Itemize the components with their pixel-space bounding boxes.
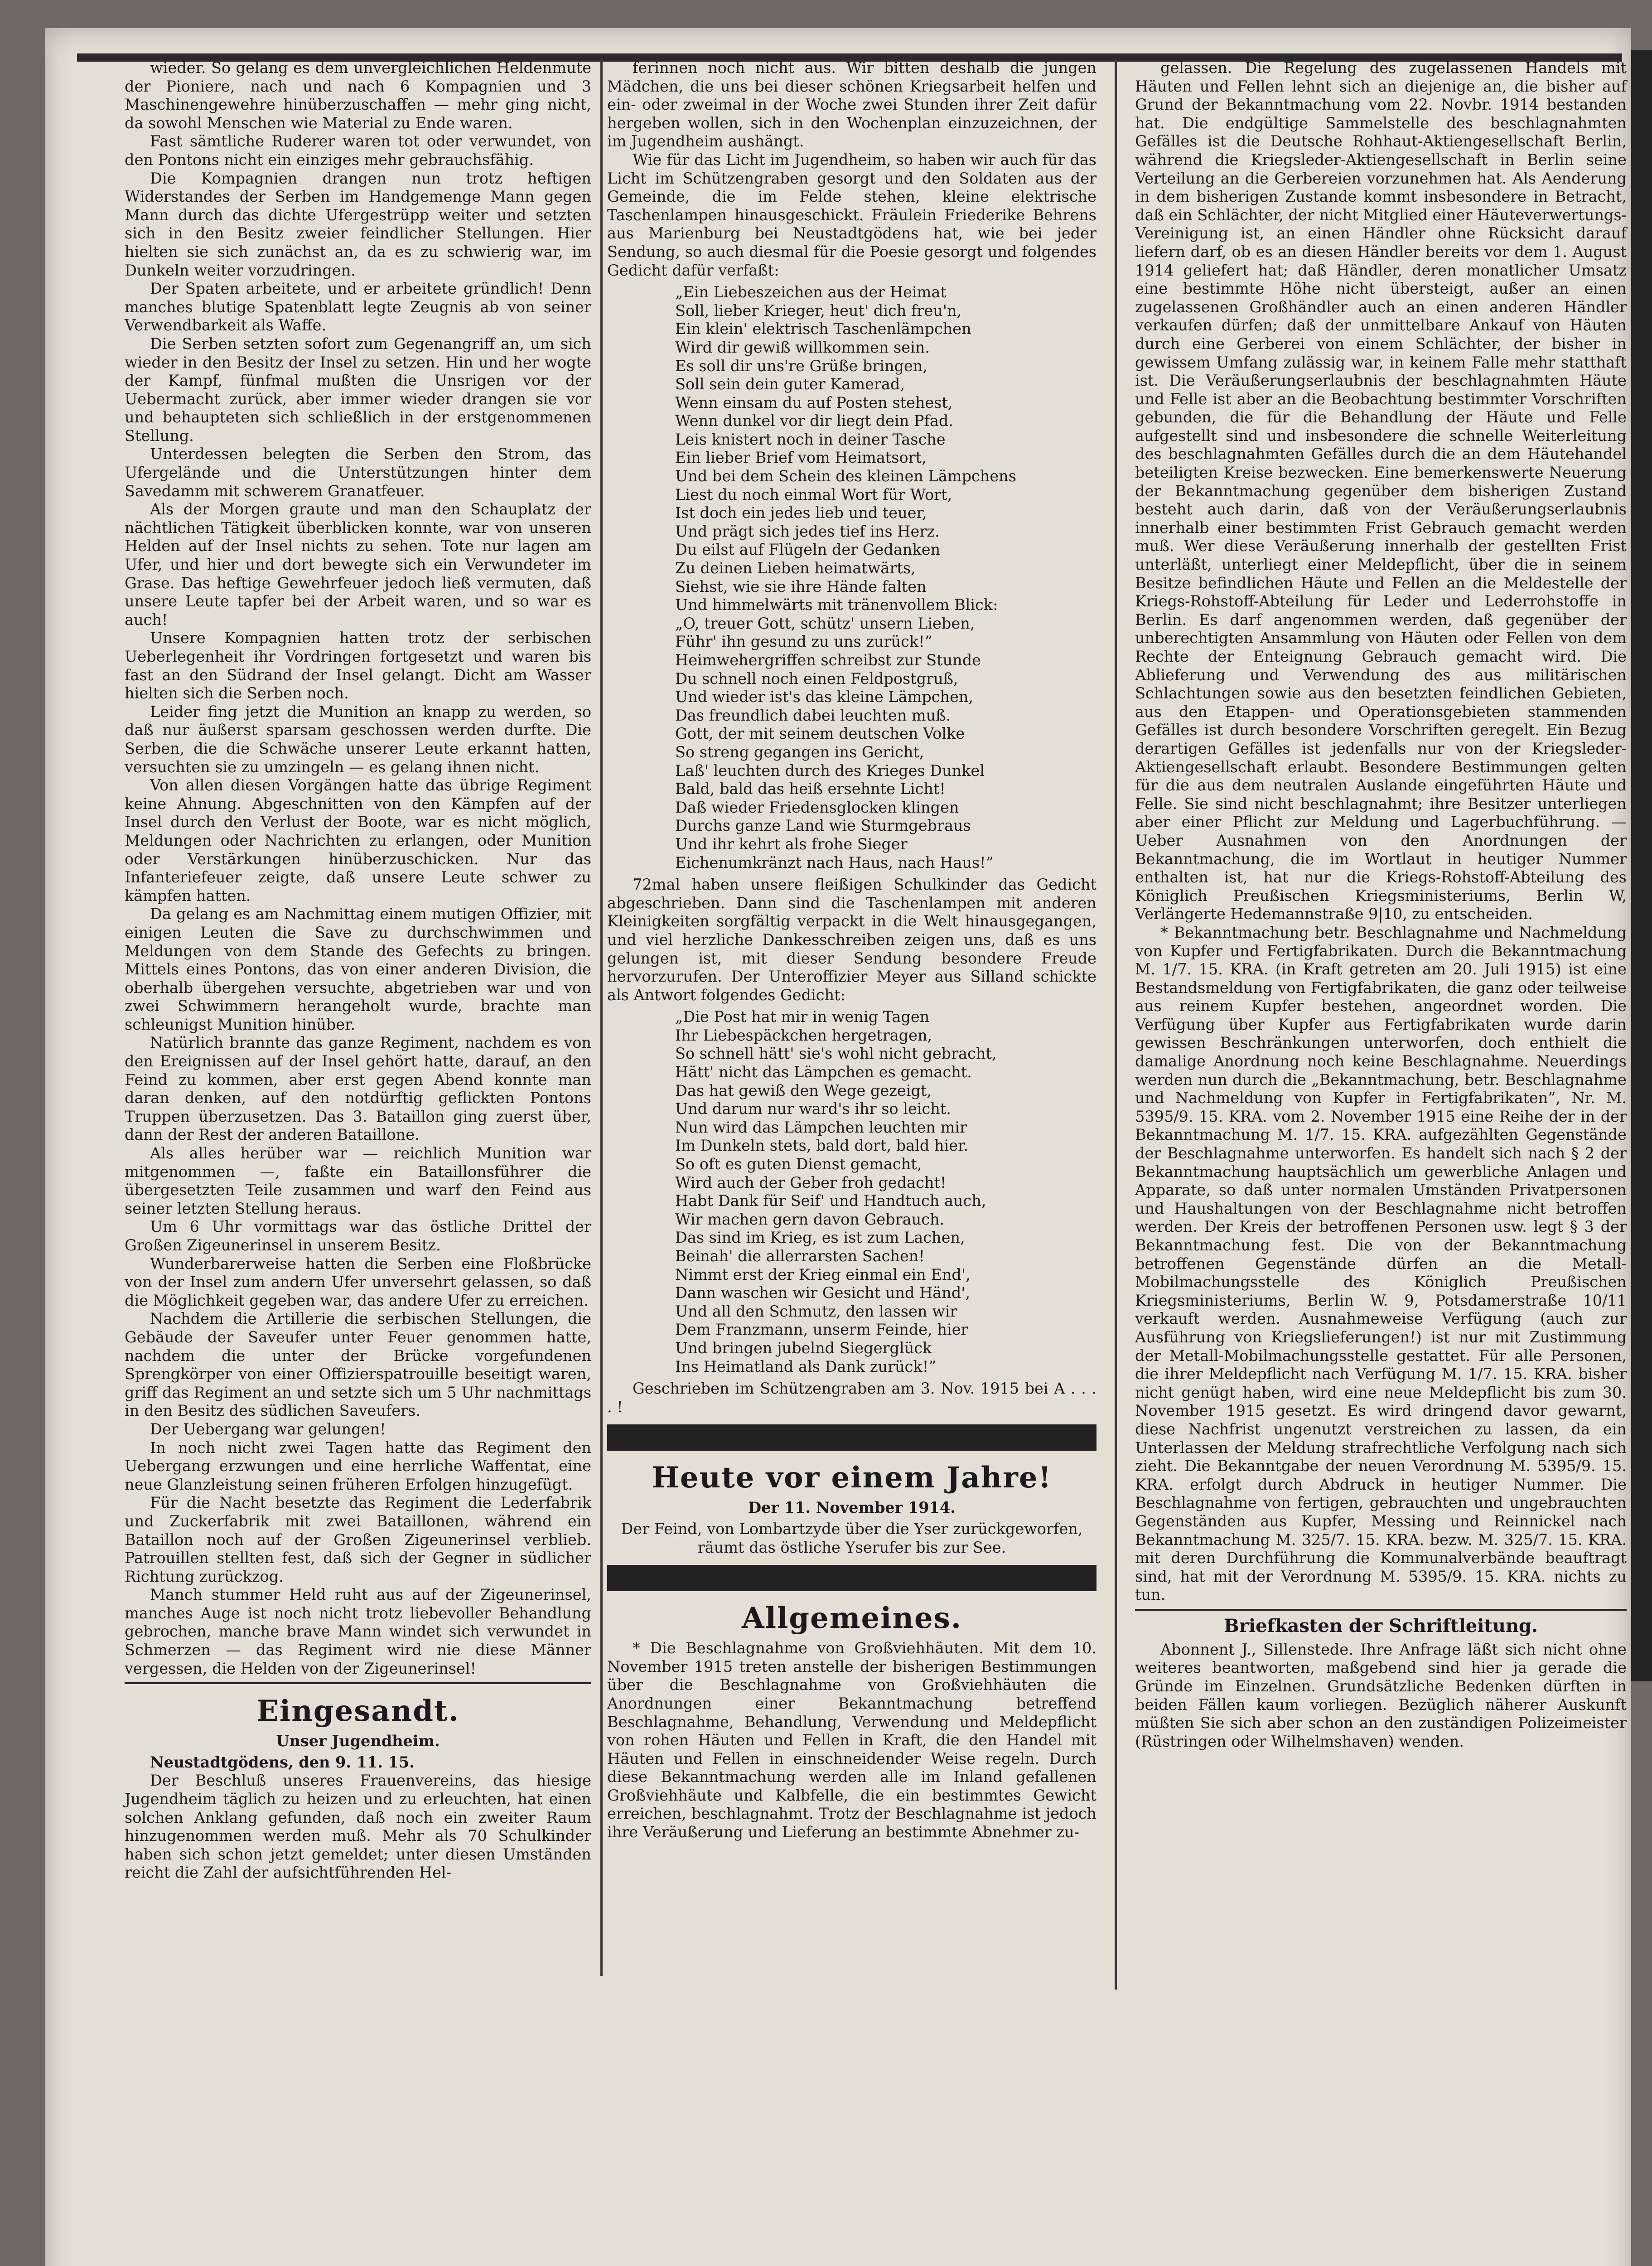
heavy-rule <box>607 1424 1097 1451</box>
poem-line: Wird dir gewiß willkommen sein. <box>675 338 930 356</box>
article-paragraph: Um 6 Uhr vormittags war das östliche Drittel der Großen Zigeunerinsel in unserem Besitz. <box>125 1218 591 1254</box>
poem-line: Dann waschen wir Gesicht und Händ', <box>675 1284 971 1302</box>
article-paragraph: Unsere Kompagnien hatten trotz der serbischen Ueberlegenheit ihr Vordringen fortgesetzt und waren bis fast an den Südrand der Insel gelangt. Dicht am Wasser hielten sich die Serben noch. <box>125 629 591 702</box>
poem-line: Und bei dem Schein des kleinen Lämpchens <box>675 467 1016 485</box>
article-paragraph: Natürlich brannte das ganze Regiment, nachdem es von den Ereignissen auf der Insel gehört hatte, darauf, an den Feind zu kommen, aber erst gegen Abend konnte man daran denken, auf den notdürftig geflickten Pontons Truppen überzusetzen. Das 3. Bataillon ging zuerst über, dann der Rest der anderen Bataillone. <box>125 1034 591 1144</box>
article-paragraph: Da gelang es am Nachmittag einem mutigen Offizier, mit einigen Leuten die Save zu durchschwimmen und Meldungen von dem Stande des Gefechts zu bringen. Mittels eines Pontons, das von einer anderen Division, die oberhalb übergehen versuchte, abgetrieben war und von zwei Schwimmern herangeholt wurde, brachte man schleunigst Munition hinüber. <box>125 905 591 1033</box>
article-paragraph: * Die Beschlagnahme von Großviehhäuten. Mit dem 10. November 1915 treten anstelle der bisherigen Bestimmungen über die Beschlagnahme von Großviehhäuten die Anordnungen einer Bekanntmachung betreffend Beschlagnahme, Behandlung, Verwendung und Meldepflicht von rohen Häuten und Fellen in Kraft, die den Handel mit Häuten und Fellen in einschneidender Weise regeln. Durch diese Bekanntmachung werden alle im Inland gefallenen Großviehhäute und Kalbfelle, die ein bestimmtes Gewicht erreichen, beschlagnahmt. Trotz der Beschlagnahme ist jedoch ihre Veräußerung und Lieferung an bestimmte Abnehmer zu- <box>607 1639 1097 1841</box>
poem-line: „Ein Liebeszeichen aus der Heimat <box>675 283 947 301</box>
heavy-rule-2 <box>607 1565 1097 1591</box>
column-2 <box>607 59 1097 1842</box>
poem-line: Das sind im Krieg, es ist zum Lachen, <box>675 1229 965 1247</box>
poem-line: Zu deinen Lieben heimatwärts, <box>675 559 916 577</box>
jugendheim-continued <box>607 59 1097 280</box>
column-1 <box>125 59 591 1882</box>
article-paragraph: Manch stummer Held ruht aus auf der Zigeunerinsel, manches Auge ist noch nicht trotz liebevoller Behandlung gebrochen, manche brave Mann windet sich verwundet in Schmerzen — das Regiment wird nie diese Männer vergessen, die Helden von der Zigeunerinsel! <box>125 1586 591 1677</box>
poem-line: „Die Post hat mir in wenig Tagen <box>675 1008 930 1026</box>
binding-edge <box>1631 50 1652 1681</box>
poem-line: Du schnell noch einen Feldpostgruß, <box>675 669 958 688</box>
poem-line: Und all den Schmutz, den lassen wir <box>675 1302 957 1320</box>
poem-line: Im Dunkeln stets, bald dort, bald hier. <box>675 1137 969 1155</box>
allgemeines-body <box>607 1639 1097 1842</box>
article-paragraph: Die Serben setzten sofort zum Gegenangriff an, um sich wieder in den Besitz der Insel zu setzen. Hin und her wogte der Kampf, fünfmal mußten die Unsrigen vor der Uebermacht zurück, aber immer wieder drangen sie vor und behaupteten sich schließlich in der erstgenommenen Stellung. <box>125 334 591 445</box>
poem-line: Liest du noch einmal Wort für Wort, <box>675 485 952 504</box>
poem-line: Nimmt erst der Krieg einmal ein End', <box>675 1265 971 1283</box>
poem-line: Habt Dank für Seif' und Handtuch auch, <box>675 1192 986 1210</box>
poem-line: Und darum nur ward's ihr so leicht. <box>675 1100 951 1118</box>
poem-line: Beinah' die allerrarsten Sachen! <box>675 1247 925 1265</box>
eingesandt-paragraph: Der Beschluß unseres Frauenvereins, das hiesige Jugendheim täglich zu heizen und zu erleuchten, hat einen solchen Anklang gefunden, daß noch ein zweiter Raum hinzugenommen werden muß. Mehr als 70 Schulkinder haben sich schon jetzt gemeldet; unter diesen Umständen reicht die Zahl der aufsichtführenden Hel- <box>125 1772 591 1882</box>
article-paragraph: Von allen diesen Vorgängen hatte das übrige Regiment keine Ahnung. Abgeschnitten von den Kämpfen auf der Insel durch den Verlust der Boote, war es nicht möglich, Meldungen oder Nachrichten zu erlangen, oder Munition oder Verstärkungen hinüberzuschicken. Nur das Infanteriefeuer zeigte, daß unsere Leute schwer zu kämpfen hatten. <box>125 776 591 905</box>
poem-line: Ein lieber Brief vom Heimatsort, <box>675 449 927 467</box>
bekanntmachungen <box>1135 59 1627 1604</box>
article-paragraph: Der Uebergang war gelungen! <box>150 1420 386 1438</box>
poem-post <box>607 1008 1097 1376</box>
article-paragraph: Für die Nacht besetzte das Regiment die Lederfabrik und Zuckerfabrik mit zwei Bataillonen, während ein Bataillon noch auf der Großen Zigeunerinsel verblieb. Patrouillen stellten fest, daß sich der Gegner in südlicher Richtung zurückzog. <box>125 1494 591 1585</box>
section-divider <box>125 1682 591 1684</box>
poem-line: Wenn dunkel vor dir liegt dein Pfad. <box>675 412 954 430</box>
poem-line: Ist doch ein jedes lieb und teuer, <box>675 504 927 522</box>
poem-line: Ihr Liebespäckchen hergetragen, <box>675 1026 932 1044</box>
poem-line: Daß wieder Friedensglocken klingen <box>675 798 959 816</box>
poem-line: Gott, der mit seinem deutschen Volke <box>675 725 965 743</box>
article-paragraph: Unterdessen belegten die Serben den Strom, das Ufergelände und die Unterstützungen hinter dem Savedamm mit schwerem Granatfeuer. <box>125 445 591 500</box>
article-paragraph: 72mal haben unsere fleißigen Schulkinder das Gedicht abgeschrieben. Dann sind die Taschenlampen mit anderen Kleinigkeiten sorgfältig verpackt in die Welt hinausgegangen, und viel herzliche Dankesschreiben zeigen uns, daß es uns gelungen ist, mit dieser Sendung besondere Freude hervorzurufen. Der Unteroffizier Meyer aus Silland schickte als Antwort folgendes Gedicht: <box>607 876 1097 1004</box>
poem-line: Siehst, wie sie ihre Hände falten <box>675 577 927 596</box>
poem-line: So streng gegangen ins Gericht, <box>675 743 924 761</box>
poem-line: Eichenumkränzt nach Haus, nach Haus!” <box>675 853 994 872</box>
poem-line: So oft es guten Dienst gemacht, <box>675 1155 922 1173</box>
eingesandt-dateline: Neustadtgödens, den 9. 11. 15. <box>150 1753 415 1771</box>
heute-date: Der 11. November 1914. <box>748 1499 956 1517</box>
poem-line: Nun wird das Lämpchen leuchten mir <box>675 1118 967 1136</box>
poem-line: Wir machen gern davon Gebrauch. <box>675 1210 945 1228</box>
poem-line: Und ihr kehrt als frohe Sieger <box>675 835 908 853</box>
poem-line: Und prägt sich jedes tief ins Herz. <box>675 522 940 540</box>
poem-line: Leis knistert noch in deiner Tasche <box>675 430 946 448</box>
poem-line: Heimwehergriffen schreibst zur Stunde <box>675 651 981 669</box>
article-paragraph: Die Kompagnien drangen nun trotz heftigen Widerstandes der Serben im Handgemenge Mann gegen Mann durch das dichte Ufergestrüpp weiter und setzten sich in den Besitz zweier feindlicher Stellungen. Hier hielten sie sich zunächst an, da es zu schwierig war, im Dunkeln weiter vorzudringen. <box>125 169 591 279</box>
briefkasten-text: Abonnent J., Sillenstede. Ihre Anfrage läßt sich nicht ohne weiteres beantworten, maßgebend sind hier ja gerade die Gründe im Einzelnen. Grundsätzliche Bedenken dürften in beiden Fällen kaum vorliegen. Bezüglich näherer Auskunft müßten Sie sich aber schon an den zuständigen Polizeimeister (Rüstringen oder Wilhelmshaven) wenden. <box>1135 1640 1627 1750</box>
poem-line: Laß' leuchten durch des Krieges Dunkel <box>675 761 985 780</box>
heute-heading: Heute vor einem Jahre! <box>652 1461 1052 1495</box>
article-paragraph: Als der Morgen graute und man den Schauplatz der nächtlichen Tätigkeit überblicken konnte, war von unseren Helden auf der Insel nichts zu sehen. Tote nur lagen am Ufer, und hier und dort bewegte sich ein Verwundeter im Grase. Das heftige Gewehrfeuer jedoch ließ vermuten, daß unsere Leute tapfer bei der Arbeit waren, und so war es auch! <box>125 500 591 629</box>
article-paragraph: Nachdem die Artillerie die serbischen Stellungen, die Gebäude der Saveufer unter Feuer genommen hatte, nachdem die unter der Brücke vorgefundenen Sprengkörper von einer Offizierspatrouille beseitigt waren, griff das Regiment an und setzte sich um 5 Uhr nachmittags in den Besitz des südlichen Saveufers. <box>125 1310 591 1420</box>
column-3 <box>1135 59 1627 1751</box>
briefkasten-heading: Briefkasten der Schriftleitung. <box>1224 1615 1538 1637</box>
poem-line: Soll, lieber Krieger, heut' dich freu'n, <box>675 301 962 320</box>
poem-line: Und himmelwärts mit tränenvollem Blick: <box>675 596 998 614</box>
poem-line: Und bringen jubelnd Siegerglück <box>675 1339 932 1357</box>
poem-line: Das hat gewiß den Wege gezeigt, <box>675 1081 932 1099</box>
section-divider-3 <box>1135 1609 1627 1611</box>
eingesandt-heading: Eingesandt. <box>256 1694 459 1729</box>
allgemeines-heading: Allgemeines. <box>741 1601 962 1636</box>
poem-liebeszeichen <box>607 283 1097 872</box>
poem-line: So schnell hätt' sie's wohl nicht gebracht, <box>675 1045 997 1063</box>
poem-line: Wird auch der Geber froh gedacht! <box>675 1173 947 1191</box>
article-paragraph: gelassen. Die Regelung des zugelassenen Handels mit Häuten und Fellen lehnt sich an diejenige an, die bisher auf Grund der Bekanntmachung vom 22. Novbr. 1914 bestanden hat. Die endgültige Sammelstelle des beschlagnahmten Gefälles ist die Deutsche Rohhaut-Aktiengesellschaft Berlin, während die Kriegsleder-Aktiengesellschaft in Berlin seine Verteilung an die Gerbereien vorzunehmen hat. Als Aenderung in dem bisherigen Zustande kommt insbesondere in Betracht, daß ein Schlächter, der nicht Mitglied einer Häuteverwertungs-Vereinigung ist, an einen Händler ohne Rücksicht darauf liefern darf, ob es an diesen Händler bereits vor dem 1. August 1914 geliefert hat; daß Händler, deren monatlicher Umsatz eine bestimmte Höhe nicht übersteigt, außer an einen zugelassenen Großhändler auch an einen anderen Händler verkaufen dürfen; daß der unmittelbare Ankauf von Häuten durch eine Gerberei von einem Schlächter, der bisher in gewissem Umfang zulässig war, in keinem Falle mehr statthaft ist. Die Veräußerungserlaubnis der beschlagnahmten Häute und Felle ist aber an die Beobachtung bestimmter Vorschriften gebunden, die für die Behandlung der Häute und Felle aufgestellt sind und insbesondere die schnelle Weiterleitung des beschlagnahmten Gefälles durch die an dem Häutehandel beteiligten Kreise bezwecken. Eine bemerkenswerte Neuerung der Bekanntmachung gegenüber dem bisherigen Zustand besteht auch darin, daß von der Veräußerungserlaubnis innerhalb einer bestimmten Frist Gebrauch gemacht werden muß. Wer diese Veräußerung innerhalb der gestellten Frist unterläßt, unterliegt einer Meldepflicht, über die in seinem Besitze befindlichen Häute und Fellen an die Meldestelle der Kriegs-Rohstoff-Abteilung für Leder und Lederrohstoffe in Berlin. Es darf angenommen werden, daß gegenüber der unberechtigten Ansammlung von Häuten oder Fellen von dem Rechte der Enteignung Gebrauch gemacht wird. Die Ablieferung und Verwendung des aus militärischen Schlachtungen sowie aus den besetzten feindlichen Gebieten, aus den Etappen- und Operationsgebieten stammenden Gefälles ist durch besondere Vorschriften geregelt. Ein Bezug derartigen Gefälles ist jedenfalls nur von der Kriegsleder-Aktiengesellschaft erlaubt. Besondere Bestimmungen gelten für die aus dem neutralen Auslande eingeführten Häute und Felle. Sie sind nicht beschlagnahmt; ihre Besitzer unterliegen aber einer Pflicht zur Meldung und Lagerbuchführung. — Ueber Ausnahmen von den Anordnungen der Bekanntmachung, die im Wortlaut in heutiger Nummer enthalten ist, hat nur die Kriegs-Rohstoff-Abteilung des Königlich Preußischen Kriegsministeriums, Berlin W, Verlängerte Hedemannstraße 9|10, zu entscheiden. <box>1135 59 1627 923</box>
poem-line: Ein klein' elektrisch Taschenlämpchen <box>675 320 971 338</box>
poem-line: Wenn einsam du auf Posten stehest, <box>675 393 953 412</box>
article-paragraph: Leider fing jetzt die Munition an knapp zu werden, so daß nur äußerst sparsam geschossen werden durfte. Die Serben, die die Schwäche unserer Leute erkannt hatten, versuchten sie zu umzingeln — es gelang ihnen nicht. <box>125 702 591 776</box>
jugendheim-middle <box>607 876 1097 1004</box>
article-paragraph: Wunderbarerweise hatten die Serben eine Floßbrücke von der Insel zum andern Ufer unversehrt gelassen, so daß die Möglichkeit gegeben war, das andere Ufer zu erreichen. <box>125 1254 591 1309</box>
article-paragraph: Fast sämtliche Ruderer waren tot oder verwundet, von den Pontons nicht ein einziges mehr gebrauchsfähig. <box>125 132 591 169</box>
poem-line: Ins Heimatland als Dank zurück!” <box>675 1357 937 1375</box>
eingesandt-body <box>125 1772 591 1882</box>
poem-line: Und wieder ist's das kleine Lämpchen, <box>675 688 974 706</box>
poem-line: Führ' ihn gesund zu uns zurück!” <box>675 633 932 651</box>
poem-line: Das freundlich dabei leuchten muß. <box>675 706 951 724</box>
eingesandt-subheading: Unser Jugendheim. <box>276 1732 440 1750</box>
poem-line: Soll sein dein guter Kamerad, <box>675 375 905 393</box>
article-paragraph: * Bekanntmachung betr. Beschlagnahme und Nachmeldung von Kupfer und Fertigfabrikaten. Durch die Bekanntmachung M. 1/7. 15. KRA. (in Kraft getreten am 20. Juli 1915) ist eine Bestandsmeldung von Fertigfabrikaten, die ganz oder teilweise aus reinem Kupfer bestehen, angeordnet worden. Die Verfügung über Kupfer aus Fertigfabrikaten wurde darin gewissen Beschränkungen unterworfen, doch enthielt die damalige Anordnung noch keine Beschlagnahme. Neuerdings werden nun durch die „Bekanntmachung, betr. Beschlagnahme und Nachmeldung von Kupfer in Fertigfabrikaten”, Nr. M. 5395/9. 15. KRA. vom 2. November 1915 eine Reihe der in der Bekanntmachung M. 1/7. 15. KRA. aufgezählten Gegenstände der Beschlagnahme unterworfen. Es handelt sich nach § 2 der Bekanntmachung hauptsächlich um gewerbliche Anlagen und Apparate, so daß unter normalen Umständen Privatpersonen und Haushaltungen von der Beschlagnahme nicht betroffen werden. Der Kreis der betroffenen Personen usw. legt § 3 der Bekanntmachung fest. Die von der Bekanntmachung betroffenen Gegenstände dürfen an die Metall-Mobilmachungsstelle des Königlich Preußischen Kriegsministeriums, Berlin W. 9, Potsdamerstraße 10/11 verkauft werden. Ausnahmeweise Verfügung (auch zur Ausführung von Kriegslieferungen!) ist nur mit Zustimmung der Metall-Mobilmachungsstelle gestattet. Für alle Personen, die ihrer Meldepflicht nach Verfügung M. 1/7. 15. KRA. bisher nicht genügt haben, wird eine neue Meldepflicht bis zum 30. November 1915 gesetzt. Es wird dringend davor gewarnt, diese Nachfrist ungenutzt verstreichen zu lassen, da ein Unterlassen der Meldung strafrechtliche Verfolgung nach sich zieht. Die Bekanntgabe der neuen Verordnung M. 5395/9. 15. KRA. erfolgt durch Abdruck in heutiger Nummer. Die Beschlagnahme von fertigen, gebrauchten und ungebrauchten Gegenständen aus Kupfer, Messing und Reinnickel nach Bekanntmachung M. 325/7. 15. KRA. bezw. M. 325/7. 15. KRA. mit deren Durchführung die Kommunalverbände beauftragt sind, hat mit der Verordnung M. 5395/9. 15. KRA. nichts zu tun. <box>1135 923 1627 1604</box>
article-paragraph: Wie für das Licht im Jugendheim, so haben wir auch für das Licht im Schützengraben gesorgt und den Soldaten aus der Gemeinde, die im Felde stehen, kleine elektrische Taschenlampen hinausgeschickt. Fräulein Friederike Behrens aus Marienburg bei Neustadtgödens hat, wie bei jeder Sendung, so auch diesmal für die Poesie gesorgt und folgendes Gedicht dafür verfaßt: <box>607 150 1097 279</box>
poem-line: Durchs ganze Land wie Sturmgebraus <box>675 817 971 835</box>
poem-signoff: Geschrieben im Schützengraben am 3. Nov. 1915 bei A . . . . ! <box>607 1380 1097 1416</box>
column-divider-1 <box>600 59 603 1976</box>
poem-line: Es soll dir uns're Grüße bringen, <box>675 357 928 375</box>
article-paragraph: In noch nicht zwei Tagen hatte das Regiment den Uebergang erzwungen und eine herrliche Waffentat, eine neue Glanzleistung seinen früheren Erfolgen hinzugefügt. <box>125 1438 591 1493</box>
poem-line: Du eilst auf Flügeln der Gedanken <box>675 541 941 559</box>
poem-line: Dem Franzmann, unserm Feinde, hier <box>675 1321 968 1339</box>
article-paragraph: Als alles herüber war — reichlich Munition war mitgenommen —, faßte ein Bataillonsführer die übergesetzten Teile zusammen und warf den Feind aus seiner letzten Stellung heraus. <box>125 1144 591 1217</box>
column-divider-2 <box>1115 59 1117 1990</box>
article-zigeunerinsel <box>125 59 591 1678</box>
article-paragraph: ferinnen noch nicht aus. Wir bitten deshalb die jungen Mädchen, die uns bei dieser schönen Kriegsarbeit helfen und ein- oder zweimal in der Woche zwei Stunden ihrer Zeit dafür hergeben wollen, sich in den Wochenplan einzuzeichnen, der im Jugendheim aushängt. <box>607 59 1097 150</box>
poem-line: Hätt' nicht das Lämpchen es gemacht. <box>675 1063 972 1081</box>
heute-text: Der Feind, von Lombartzyde über die Yser zurückgeworfen, räumt das östliche Yserufer bis zur See. <box>621 1520 1083 1556</box>
poem-line: Bald, bald das heiß ersehnte Licht! <box>675 780 946 798</box>
article-paragraph: wieder. So gelang es dem unvergleichlichen Heldenmute der Pioniere, nach und nach 6 Kompagnien und 3 Maschinengewehre hinüberzuschaffen — mehr ging nicht, da sowohl Menschen wie Material zu Ende waren. <box>125 59 591 132</box>
poem-line: „O, treuer Gott, schütz' unsern Lieben, <box>675 614 975 632</box>
article-paragraph: Der Spaten arbeitete, und er arbeitete gründlich! Denn manches blutige Spatenblatt legte Zeugnis ab von seiner Verwendbarkeit als Waffe. <box>125 280 591 334</box>
